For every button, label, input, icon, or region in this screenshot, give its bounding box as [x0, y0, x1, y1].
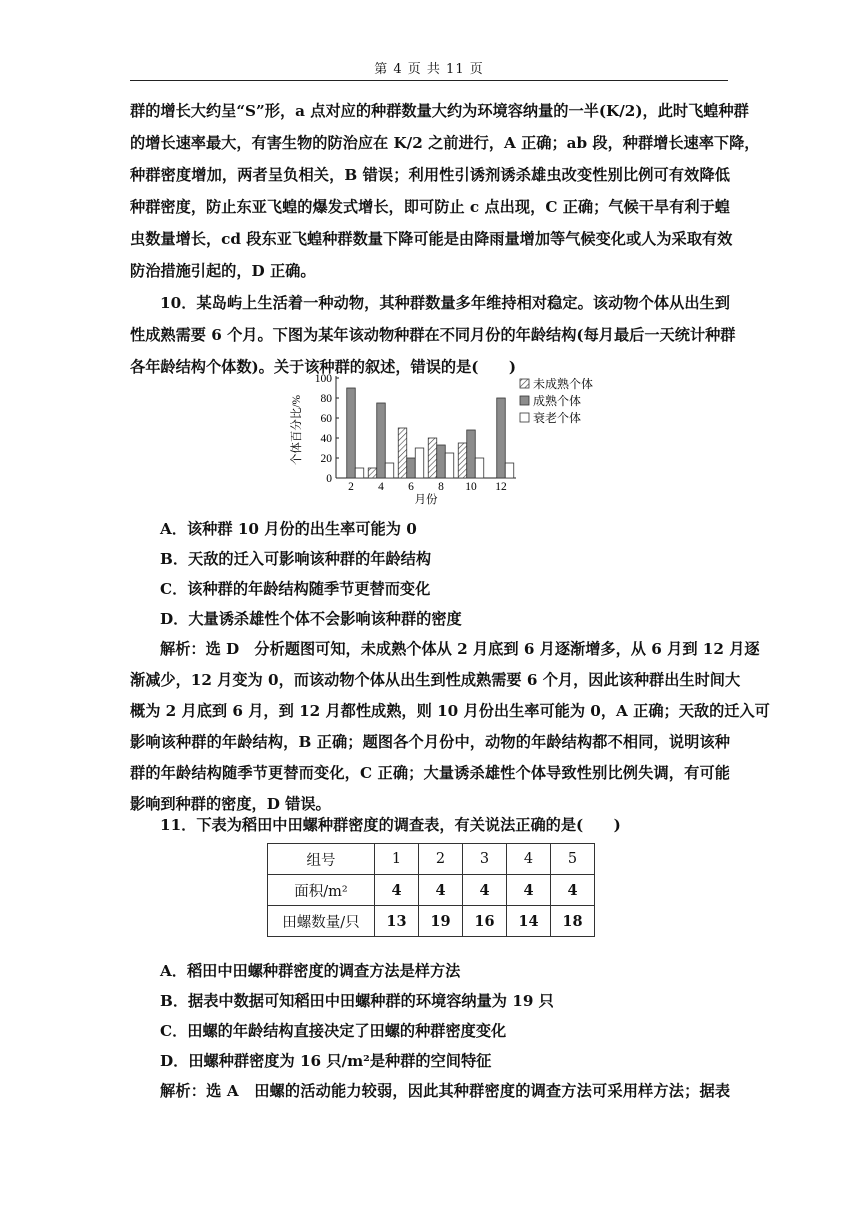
table-cell: 19: [419, 906, 463, 937]
bar: [428, 438, 437, 478]
intro-line-2: 的增长速率最大，有害生物的防治应在 K/2 之前进行，A 正确；ab 段，种群增长速率下降，: [130, 134, 760, 152]
table-row-label: 面积/m²: [268, 875, 375, 906]
table-row-label: 组号: [268, 844, 375, 875]
table-cell: 18: [551, 906, 595, 937]
table-cell: 4: [375, 875, 419, 906]
q10-analysis-line-2: 渐减少，12 月变为 0，而该动物个体从出生到性成熟需要 6 个月，因此该种群出生时间大: [130, 671, 741, 689]
table-cell: 3: [463, 844, 507, 875]
bar: [368, 468, 377, 478]
bar: [458, 443, 467, 478]
q10-analysis-line-6: 影响到种群的密度，D 错误。: [130, 795, 331, 813]
q10-stem-line-2: 性成熟需要 6 个月。下图为某年该动物种群在不同月份的年龄结构(每月最后一天统计种群: [130, 326, 736, 344]
q10-analysis-line-3: 概为 2 月底到 6 月，到 12 月都性成熟，则 10 月份出生率可能为 0，A 正确；天敌的迁入可: [130, 702, 770, 720]
q10-analysis-label: 解析：: [160, 640, 206, 658]
intro-line-6: 防治措施引起的，D 正确。: [130, 262, 316, 280]
table-cell: 2: [419, 844, 463, 875]
x-tick-label: 4: [378, 481, 384, 493]
q10-analysis-line-1: [160, 639, 760, 659]
y-tick-label: 60: [320, 413, 332, 425]
y-tick-label: 0: [326, 473, 332, 485]
y-tick-label: 100: [314, 373, 332, 385]
table-row: [268, 906, 595, 937]
bar: [437, 445, 446, 478]
age-structure-chart: [284, 368, 624, 506]
y-tick-label: 20: [320, 453, 332, 465]
q10-stem-line-3: 各年龄结构个体数)。关于该种群的叙述，错误的是( ): [130, 358, 517, 376]
q11-option-a: A．稻田中田螺种群密度的调查方法是样方法: [160, 962, 461, 980]
bar: [377, 403, 386, 478]
q11-analysis-text: 选 A 田螺的活动能力较弱，因此其种群密度的调查方法可采用样方法；据表: [206, 1082, 731, 1100]
y-tick-label: 80: [320, 393, 332, 405]
table-cell: 16: [463, 906, 507, 937]
x-tick-label: 6: [408, 481, 414, 493]
bar: [355, 468, 364, 478]
q10-option-c: C．该种群的年龄结构随季节更替而变化: [160, 580, 431, 598]
x-tick-label: 10: [465, 481, 477, 493]
page-header: 第 4 页 共 11 页: [374, 62, 484, 77]
intro-line-3: 种群密度增加，两者呈负相关，B 错误；利用性引诱剂诱杀雄虫改变性别比例可有效降低: [130, 166, 730, 184]
x-tick-label: 8: [438, 481, 444, 493]
bar: [385, 463, 394, 478]
legend-label: 未成熟个体: [533, 377, 594, 391]
q11-stem: 11．下表为稻田中田螺种群密度的调查表，有关说法正确的是( ): [160, 816, 621, 834]
header-divider: [130, 80, 728, 81]
table-cell: 5: [551, 844, 595, 875]
legend-swatch: [520, 413, 529, 422]
q11-analysis-line-1: [160, 1081, 730, 1101]
table-cell: 4: [551, 875, 595, 906]
legend-label: 成熟个体: [533, 394, 582, 408]
table-row: [268, 875, 595, 906]
table-cell: 1: [375, 844, 419, 875]
bar: [407, 458, 416, 478]
x-axis-label: 月份: [414, 494, 438, 506]
legend-swatch: [520, 379, 529, 388]
q11-analysis-label: 解析：: [160, 1082, 207, 1100]
bar: [445, 453, 454, 478]
bar-chart-svg: [284, 368, 624, 506]
q11-option-b: B．据表中数据可知稻田中田螺种群的环境容纳量为 19 只: [160, 992, 554, 1010]
table-row-label: 田螺数量/只: [268, 906, 375, 937]
table-cell: 4: [507, 875, 551, 906]
table-cell: 4: [419, 875, 463, 906]
legend-label: 衰老个体: [533, 411, 582, 425]
bar: [347, 388, 356, 478]
q11-option-c: C．田螺的年龄结构直接决定了田螺的种群密度变化: [160, 1022, 507, 1040]
q10-option-a: A．该种群 10 月份的出生率可能为 0: [160, 520, 417, 538]
y-axis-label: 个体百分比/%: [291, 394, 303, 466]
table-cell: 14: [507, 906, 551, 937]
bar: [467, 430, 476, 478]
q10-stem-line-1: 10．某岛屿上生活着一种动物，其种群数量多年维持相对稳定。该动物个体从出生到: [160, 294, 730, 312]
table-cell: 13: [375, 906, 419, 937]
intro-line-5: 虫数量增长，cd 段东亚飞蝗种群数量下降可能是由降雨量增加等气候变化或人为采取有效: [130, 230, 733, 248]
y-tick-label: 40: [320, 433, 332, 445]
x-tick-label: 12: [495, 481, 507, 493]
x-tick-label: 2: [348, 481, 354, 493]
q10-option-d: D．大量诱杀雄性个体不会影响该种群的密度: [160, 610, 462, 628]
table-cell: 4: [463, 875, 507, 906]
q10-analysis-line-5: 群的年龄结构随季节更替而变化，C 正确；大量诱杀雄性个体导致性别比例失调，有可能: [130, 764, 730, 782]
q11-option-d: D．田螺种群密度为 16 只/m²是种群的空间特征: [160, 1052, 492, 1070]
table-row: [268, 844, 595, 875]
bar: [415, 448, 424, 478]
table-cell: 4: [507, 844, 551, 875]
intro-line-1: 群的增长大约呈“S”形，a 点对应的种群数量大约为环境容纳量的一半(K/2)，此时飞蝗种群: [130, 102, 749, 120]
bar: [398, 428, 407, 478]
bar: [497, 398, 506, 478]
q10-analysis-line-4: 影响该种群的年龄结构，B 正确；题图各个月份中，动物的年龄结构都不相同，说明该种: [130, 733, 730, 751]
legend-swatch: [520, 396, 529, 405]
snail-density-table: [267, 843, 595, 937]
bar: [475, 458, 484, 478]
bar: [505, 463, 514, 478]
intro-line-4: 种群密度，防止东亚飞蝗的爆发式增长，即可防止 c 点出现，C 正确；气候干旱有利于蝗: [130, 198, 730, 216]
q10-option-b: B．天敌的迁入可影响该种群的年龄结构: [160, 550, 432, 568]
q10-analysis-text: 选 D 分析题图可知，未成熟个体从 2 月底到 6 月逐渐增多，从 6 月到 12 月逐: [205, 640, 760, 658]
